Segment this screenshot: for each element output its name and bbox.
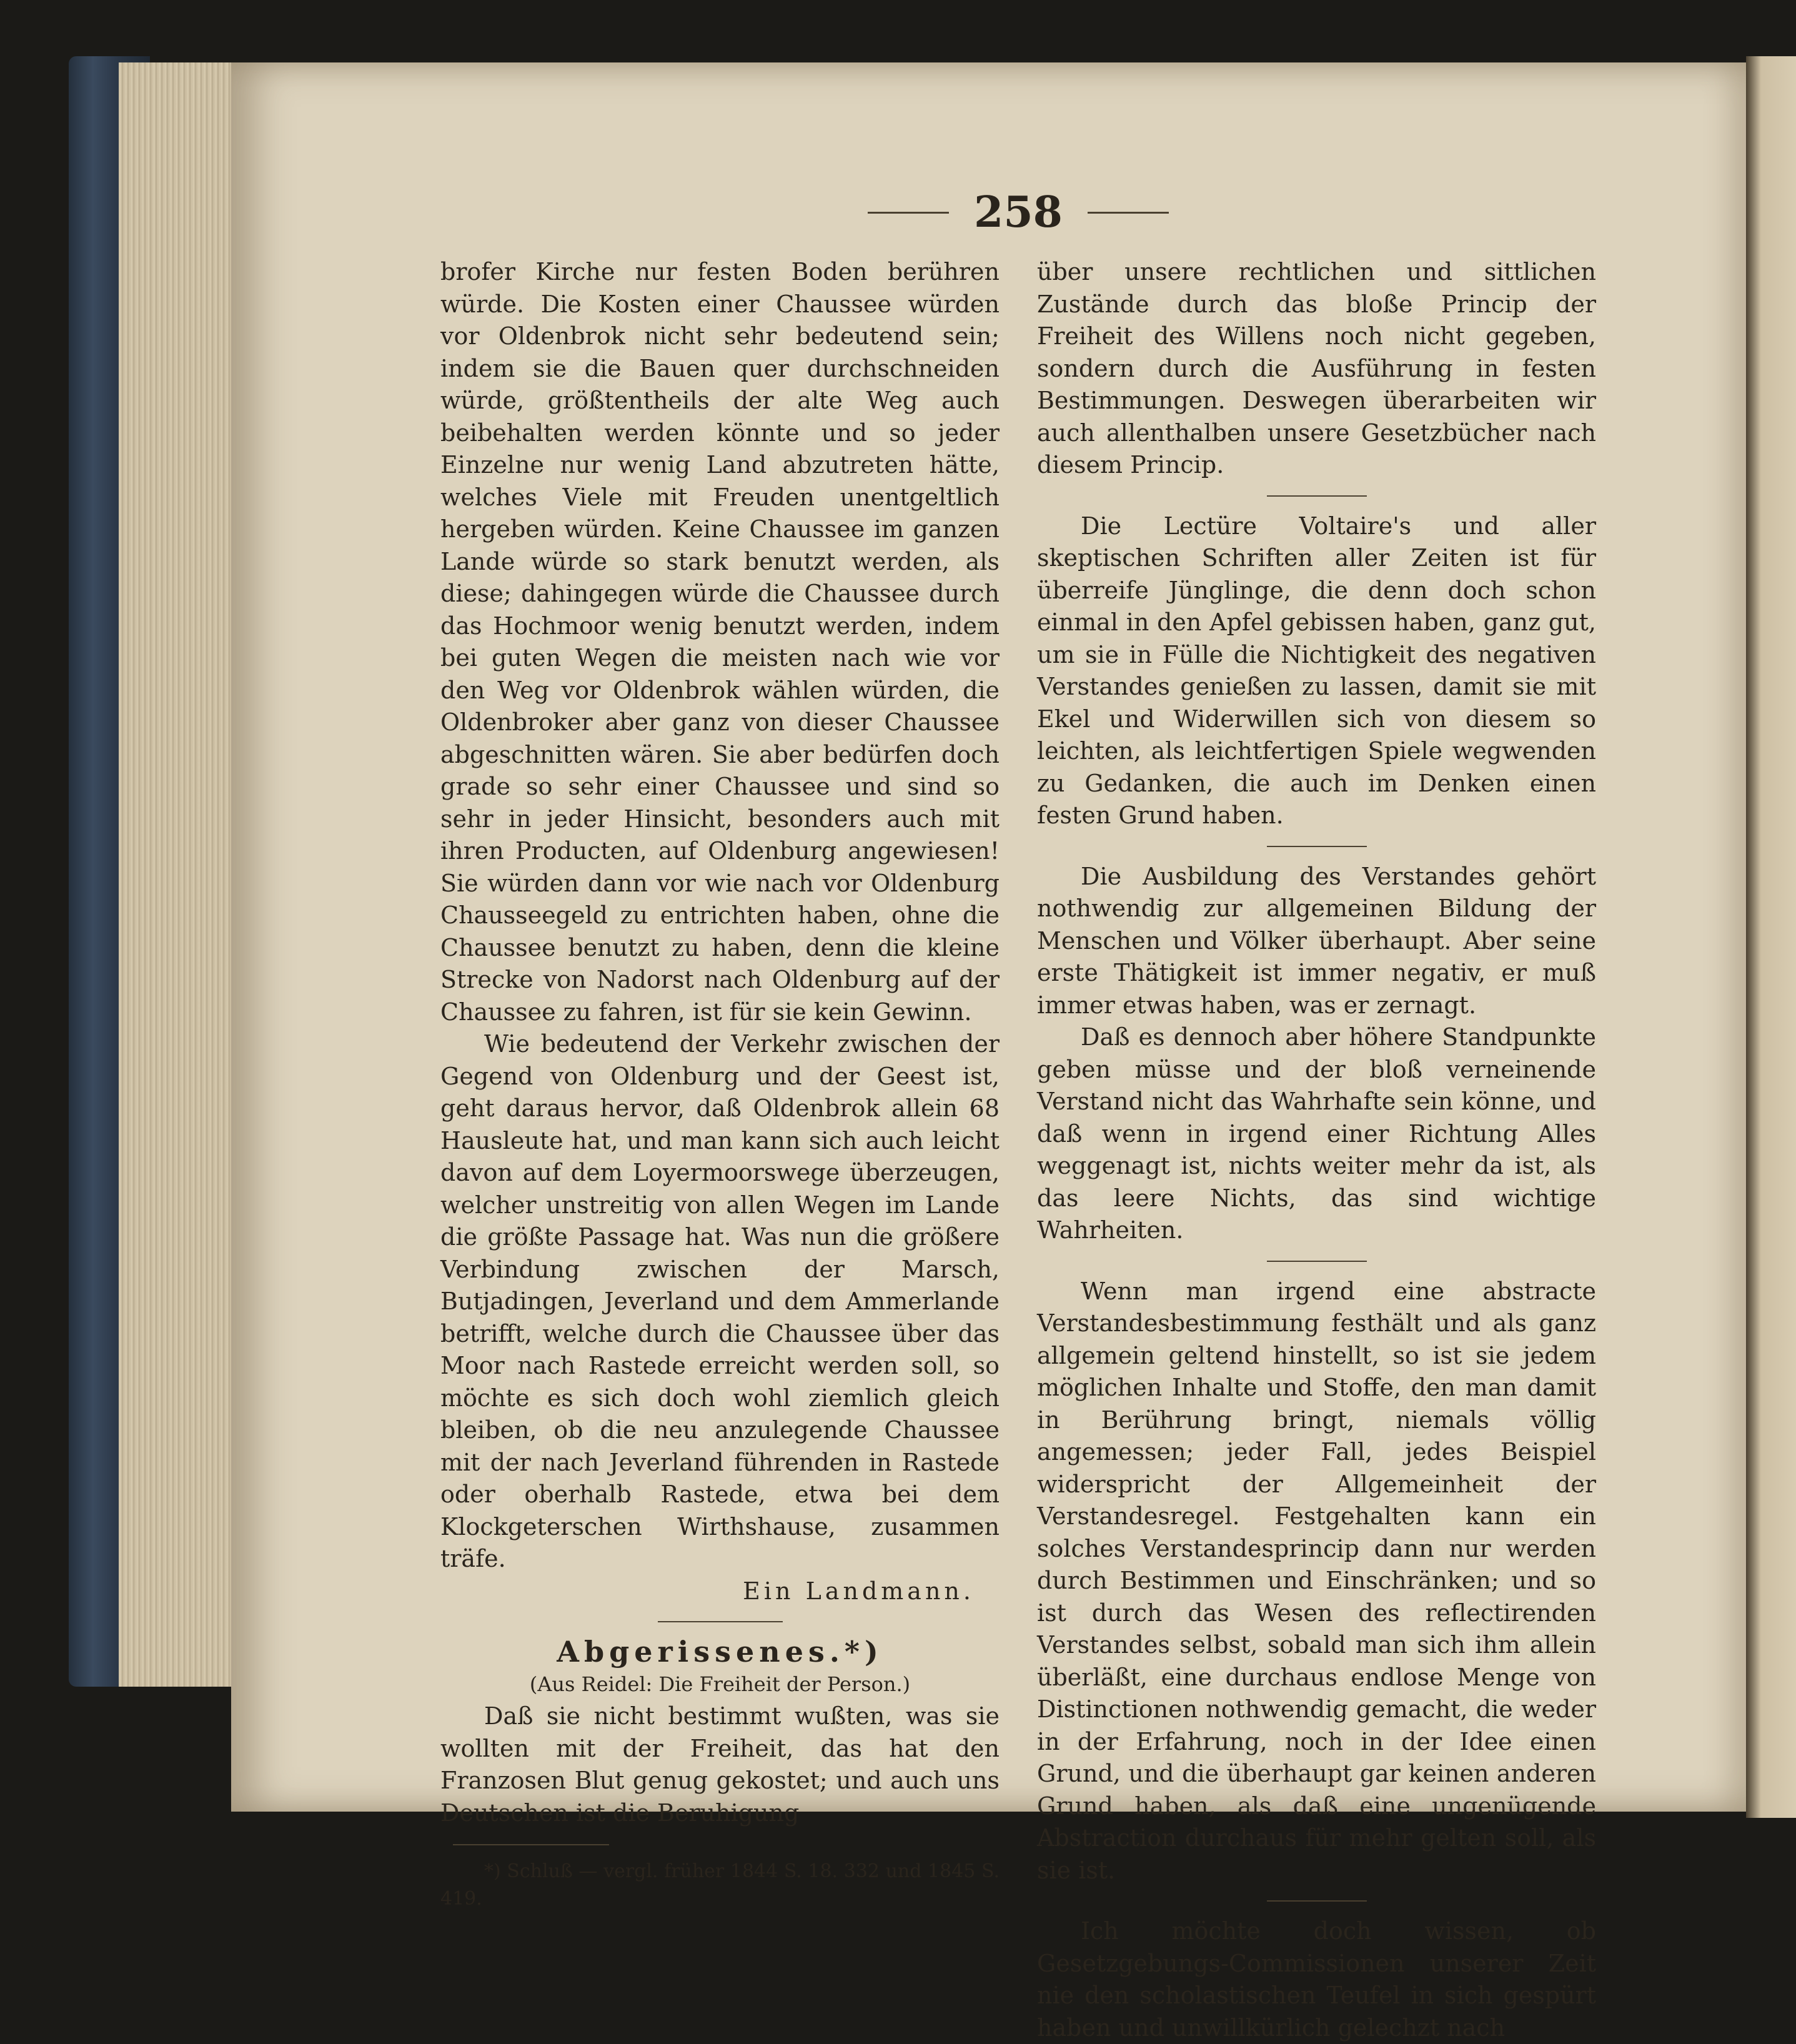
page-number: 258 xyxy=(974,187,1063,237)
left-paragraph-3: Daß sie nicht bestimmt wußten, was sie wollten mit der Freiheit, das hat den Franzosen Blut genug gekostet; und auch uns Deutschen ist die Beruhigung xyxy=(440,1702,1000,1827)
left-paragraph-2: Wie bedeutend der Verkehr zwischen der Gegend von Oldenburg und der Geest ist, geht daraus hervor, daß Oldenbrok allein 68 Hausleute hat, und man kann sich auch leicht davon auf dem Loyermoorswege überzeugen, welcher unstreitig von allen Wegen im Lande die größte Passage hat. Was nun die größere Verbindung zwischen der Marsch, Butjadingen, Jeverland und dem Ammerlande betrifft, welche durch die Chaussee über das Moor nach Rastede erreicht werden soll, so möchte es sich doch wohl ziemlich gleich bleiben, ob die neu anzulegende Chaussee mit der nach Jeverland führenden in Rastede oder oberhalb Rastede, etwa bei dem Klockgeterschen Wirthshause, zusammen träfe. xyxy=(440,1030,1000,1572)
right-paragraph-2: Die Lectüre Voltaire's und aller skeptischen Schriften aller Zeiten ist für überreife Jünglinge, die denn doch schon einmal in den Apfel gebissen haben, ganz gut, um sie in Fülle die Nichtigkeit des negativen Verstandes genießen zu lassen, damit sie mit Ekel und Widerwillen sich von diesem so leichten, als leichtfertigen Spiele wegwenden zu Gedanken, die auch im Denken einen festen Grund haben. xyxy=(1037,512,1596,829)
right-paragraph-3: Die Ausbildung des Verstandes gehört nothwendig zur allgemeinen Bildung der Menschen und Völker überhaupt. Aber seine erste Thätigkeit ist immer negativ, er muß immer etwas haben, was er zernagt. xyxy=(1037,862,1596,1019)
divider-3 xyxy=(1267,1261,1367,1262)
right-column xyxy=(1037,256,1596,2044)
right-paragraph-1: über unsere rechtlichen und sittlichen Zustände durch das bloße Princip der Freiheit des Willens noch nicht gegeben, sondern durch die Ausführung in festen Bestimmungen. Deswegen überarbeiten wir auch allenthalben unsere Gesetzbücher nach diesem Princip. xyxy=(1037,258,1596,479)
divider-1 xyxy=(1267,495,1367,497)
section-source: (Aus Reidel: Die Freiheit der Person.) xyxy=(529,1672,911,1696)
right-paragraph-6: Ich möchte doch wissen, ob Gesetzgebungs-Commissionen unserer Zeit nie den scholastischen Teufel in sich gespürt haben und unwillkürlich gelechzt nach xyxy=(1037,1917,1596,2042)
header-rule-right xyxy=(1088,212,1169,214)
facing-page-edge xyxy=(1746,56,1796,1818)
right-paragraph-4: Daß es dennoch aber höhere Standpunkte geben müsse und der bloß verneinende Verstand nicht das Wahrhafte sein könne, und daß wenn in irgend einer Richtung Alles weggenagt ist, nichts weiter mehr da ist, als das leere Nichts, das sind wichtige Wahrheiten. xyxy=(1037,1023,1596,1244)
page-header xyxy=(850,187,1187,237)
signature: Ein Landmann. xyxy=(743,1577,975,1605)
left-paragraph-1: brofer Kirche nur festen Boden berühren würde. Die Kosten einer Chaussee würden vor Oldenbrok nicht sehr bedeutend sein; indem sie die Bauen quer durchschneiden würde, größtentheils der alte Weg auch beibehalten werden könnte und so jeder Einzelne nur wenig Land abzutreten hätte, welches Viele mit Freuden unentgeltlich hergeben würden. Keine Chaussee im ganzen Lande würde so stark benutzt werden, als diese; dahingegen würde die Chaussee durch das Hochmoor wenig benutzt werden, indem bei guten Wegen die meisten nach wie vor den Weg vor Oldenbrok wählen würden, die Oldenbroker aber ganz von dieser Chaussee abgeschnitten wären. Sie aber bedürfen doch grade so sehr einer Chaussee und sind so sehr in jeder Hinsicht, besonders auch mit ihren Producten, auf Oldenburg angewiesen! Sie würden dann vor wie nach vor Oldenburg Chausseegeld zu entrichten haben, ohne die Chaussee benutzt zu haben, denn die kleine Strecke von Nadorst nach Oldenburg auf der Chaussee zu fahren, ist für sie kein Gewinn. xyxy=(440,258,1000,1026)
header-rule-left xyxy=(868,212,949,214)
left-column xyxy=(440,256,1000,1913)
footnote: *) Schluß — vergl. früher 1844 S. 18. 332 und 1845 S. 419. xyxy=(440,1860,1000,1910)
footnote-rule xyxy=(453,1844,609,1845)
divider-2 xyxy=(1267,846,1367,847)
page-edges xyxy=(119,62,237,1687)
right-paragraph-5: Wenn man irgend eine abstracte Verstandesbestimmung festhält und als ganz allgemein geltend hinstellt, so ist sie jedem möglichen Inhalte und Stoffe, den man damit in Berührung bringt, niemals völlig angemessen; jeder Fall, jedes Beispiel widerspricht der Allgemeinheit der Verstandesregel. Festgehalten kann ein solches Verstandesprincip dann nur werden durch Bestimmen und Einschränken; und so ist durch das Wesen des reflectirenden Verstandes selbst, sobald man sich ihm allein überläßt, eine durchaus endlose Menge von Distinctionen nothwendig gemacht, die weder in der Erfahrung, noch in der Idee einen Grund, und die überhaupt gar keinen anderen Grund haben, als daß eine ungenügende Abstraction durchaus für mehr gelten soll, als sie ist. xyxy=(1037,1277,1596,1884)
section-divider xyxy=(658,1621,783,1622)
divider-4 xyxy=(1267,1900,1367,1902)
section-title: Abgerissenes.*) xyxy=(557,1635,883,1669)
